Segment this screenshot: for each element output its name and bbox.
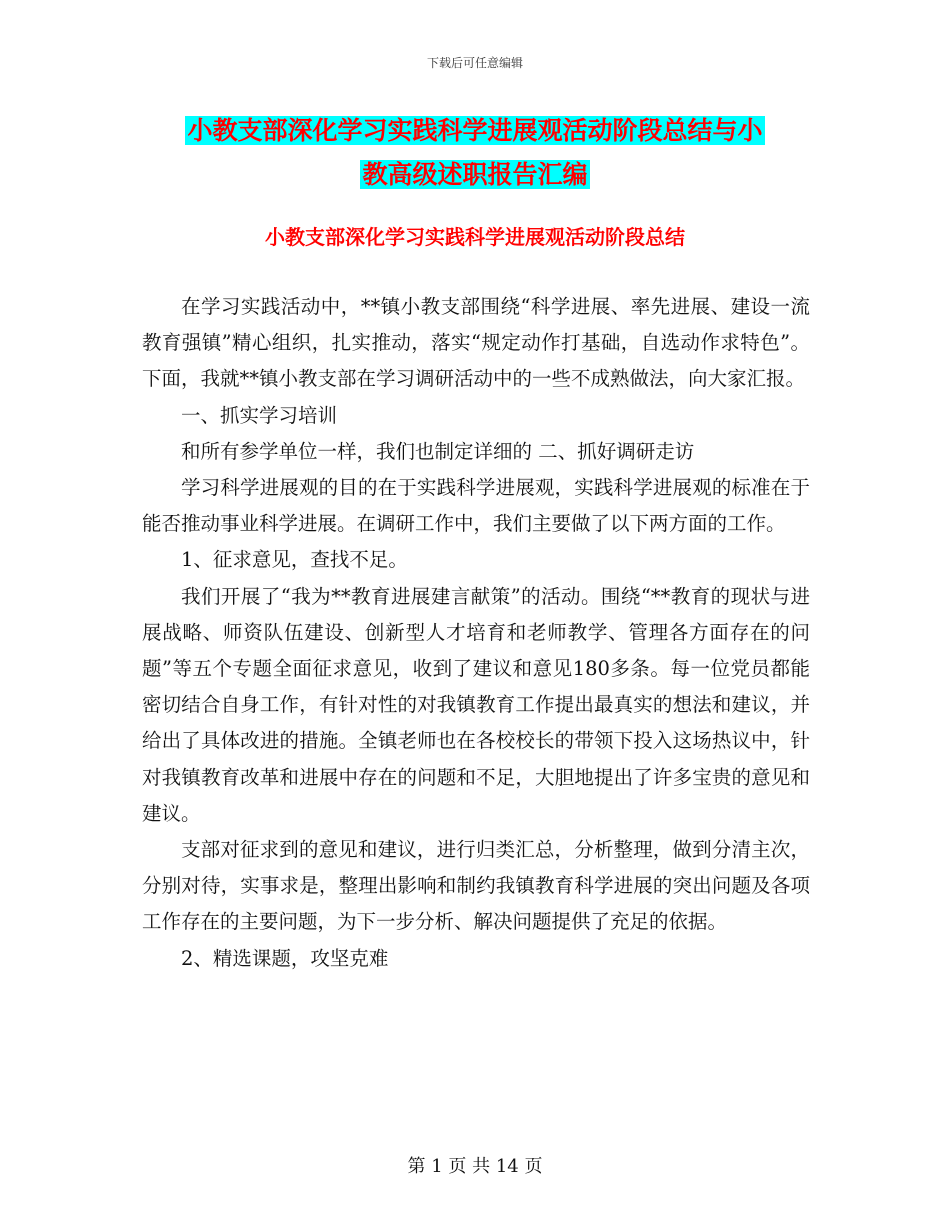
section-title: 小教支部深化学习实践科学进展观活动阶段总结 (265, 225, 685, 249)
document-title-text-2: 教高级述职报告汇编 (362, 160, 588, 189)
paragraph-suggestions-activity: 我们开展了“我为**教育进展建言献策”的活动。围绕“**教育的现状与进展战略、师资队伍建设、创新型人才培育和老师教学、管理各方面存在的问题”等五个专题全面征求意见，收到了建议和意见180多条。每一位党员都能密切结合自身工作，有针对性的对我镇教育工作提出最真实的想法和建议，并给出了具体改进的措施。全镇老师也在各校校长的带领下投入这场热议中，针对我镇教育改革和进展中存在的问题和不足，大胆地提出了许多宝贵的意见和建议。 (142, 584, 810, 825)
heading-study-training: 一、抓实学习培训 (181, 403, 338, 427)
paragraph-study-plan: 和所有参学单位一样，我们也制定详细的 二、抓好调研走访 (181, 439, 695, 463)
heading-solicit-opinions: 1、征求意见，查找不足。 (181, 548, 408, 572)
paragraph-intro: 在学习实践活动中，**镇小教支部围绕“科学进展、率先进展、建设一流教育强镇”精心组织，扎实推动，落实“规定动作打基础，自选动作求特色”。下面，我就**镇小教支部在学习调研活动中的一些不成熟做法，向大家汇报。 (142, 295, 810, 391)
document-title-text-1: 小教支部深化学习实践科学进展观活动阶段总结与小 (187, 116, 763, 145)
paragraph-research-purpose: 学习科学进展观的目的在于实践科学进展观，实践科学进展观的标准在于能否推动事业科学进展。在调研工作中，我们主要做了以下两方面的工作。 (142, 476, 810, 536)
header-note: 下载后可任意编辑 (426, 56, 523, 70)
heading-select-topics: 2、精选课题，攻坚克难 (181, 946, 389, 970)
document-body (142, 289, 810, 977)
paragraph-summary-analysis: 支部对征求到的意见和建议，进行归类汇总，分析整理，做到分清主次，分别对待，实事求是，整理出影响和制约我镇教育科学进展的突出问题及各项工作存在的主要问题，为下一步分析、解决问题提供了充足的依据。 (142, 838, 810, 934)
page-footer: 第 1 页 共 14 页 (407, 1156, 543, 1177)
document-title-line-1 (0, 112, 950, 150)
document-title-line-2 (0, 156, 950, 194)
